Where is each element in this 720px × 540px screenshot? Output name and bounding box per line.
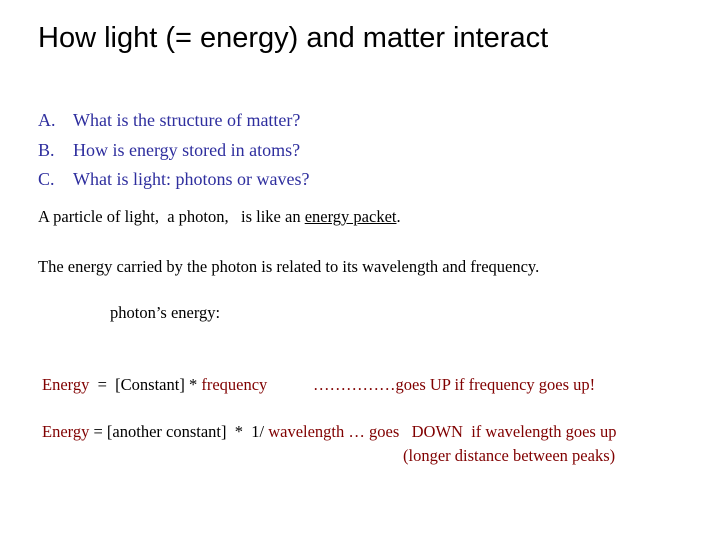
question-list [38, 106, 309, 195]
question-text: How is energy stored in atoms? [73, 139, 301, 160]
question-marker: A. [38, 110, 56, 130]
wavelength-term: wavelength [268, 422, 345, 441]
question-text: What is the structure of matter? [73, 110, 301, 130]
energy-term: Energy [42, 375, 90, 394]
photon-definition-period: . [396, 207, 401, 226]
question-text: What is light: photons or waves? [73, 169, 310, 189]
equation-wavelength-result: … goes DOWN if wavelength goes up [344, 422, 617, 441]
slide-title: How light (= energy) and matter interact [38, 22, 549, 54]
question-marker: B. [38, 139, 55, 160]
question-item-a [38, 106, 309, 136]
energy-relation-text: The energy carried by the photon is related to its wavelength and frequency. [38, 257, 540, 276]
energy-packet-term: energy packet [304, 207, 397, 226]
question-item-c [38, 165, 309, 195]
question-item-b [38, 136, 309, 166]
frequency-term: frequency [201, 375, 268, 394]
peaks-note: (longer distance between peaks) [403, 446, 616, 465]
question-marker: C. [38, 169, 55, 189]
equation-middle: = [Constant] * [89, 375, 202, 394]
photon-definition-text: A particle of light, a photon, is like an [38, 207, 305, 226]
photon-energy-label: photon’s energy: [110, 303, 221, 322]
photon-definition [38, 207, 401, 227]
equation-frequency [42, 375, 267, 395]
equation-frequency-result: ……………goes UP if frequency goes up! [313, 375, 596, 394]
equation-middle: = [another constant] * 1/ [89, 422, 269, 441]
equation-wavelength [42, 422, 616, 442]
energy-term: Energy [42, 422, 90, 441]
